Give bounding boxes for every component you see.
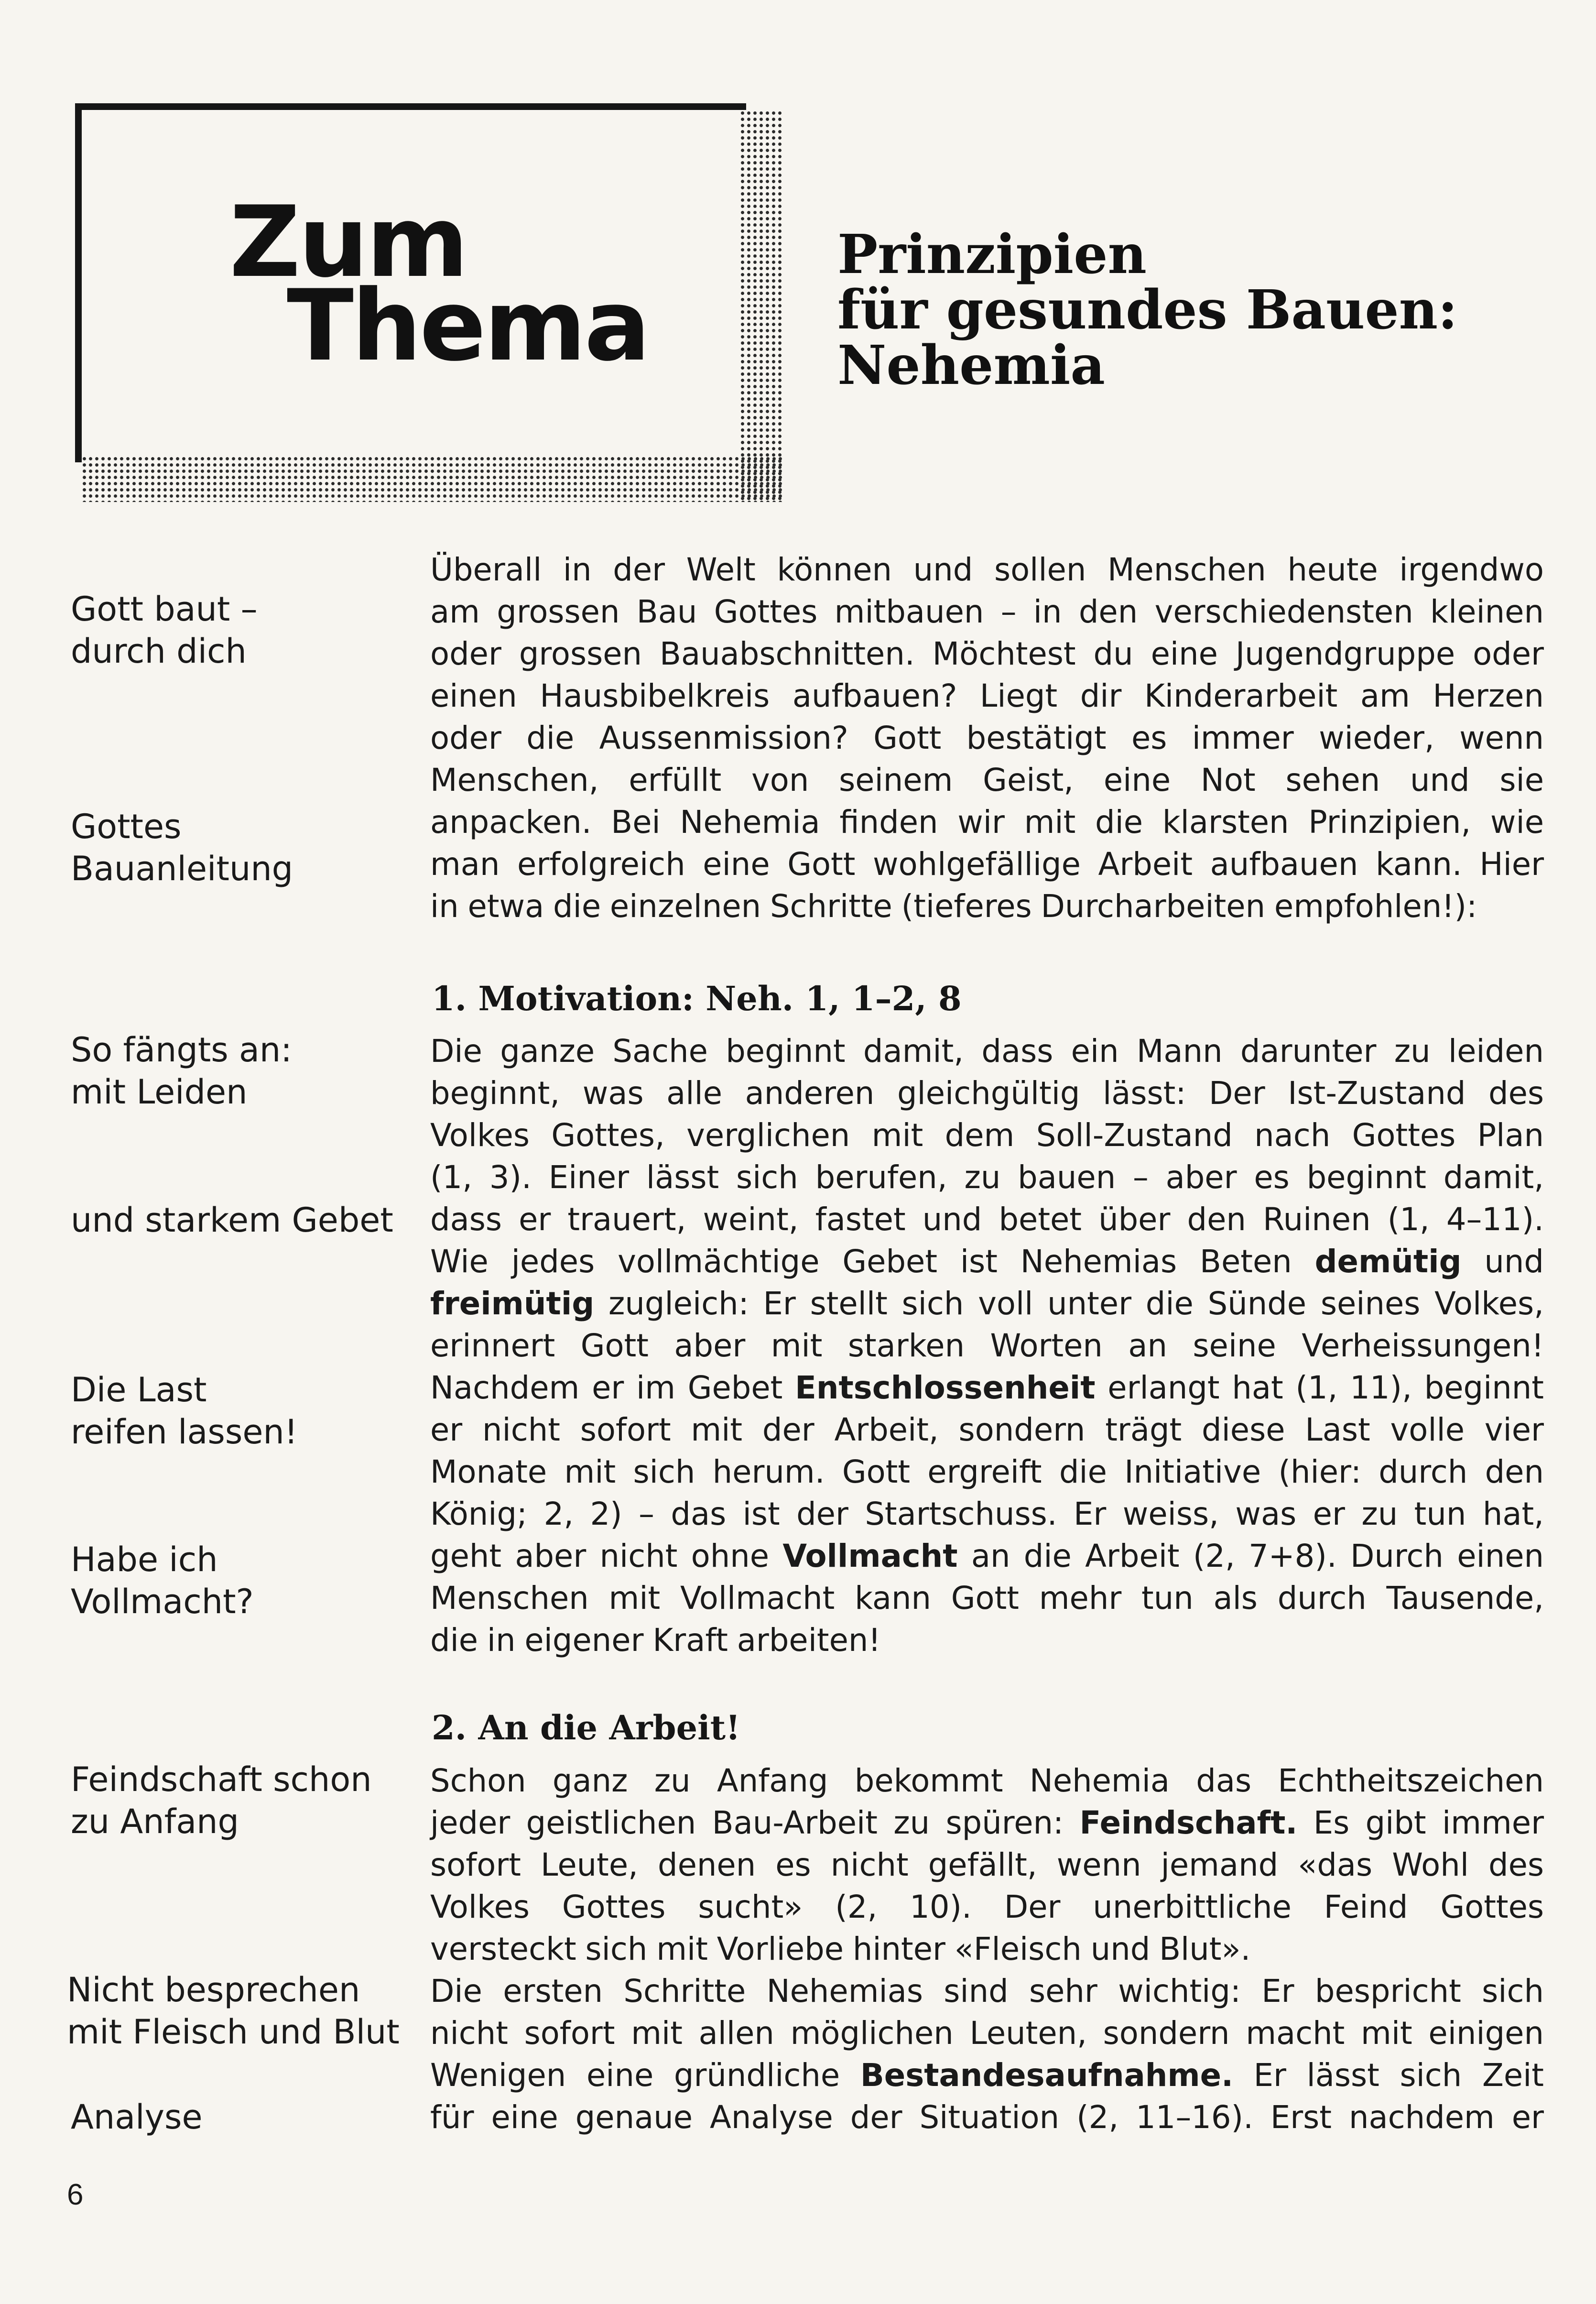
text-line [430,1283,1544,1325]
margin-note [71,1199,393,1241]
text-line: Menschen mit Vollmacht kann Gott mehr tun als durch Tausende, [430,1580,1544,1616]
text-run: Wie jedes vollmächtige Gebet ist Nehemias Beten [430,1244,1292,1280]
text-run: zugleich: Er stellt sich voll unter die Sünde seines Volkes, [608,1286,1544,1322]
dotted-shadow-bottom [81,456,782,502]
margin-note-line: Vollmacht? [71,1582,254,1621]
margin-note-line: Gott baut – [71,590,258,629]
text-line: einen Hausbibelkreis aufbauen? Liegt dir Kinderarbeit am Herzen [430,678,1544,714]
emphasis: freimütig [430,1286,595,1322]
section-heading: 1. Motivation: Neh. 1, 1–2, 8 [432,979,962,1018]
text-run: Nachdem er im Gebet [430,1370,783,1406]
article-title [837,223,1458,397]
margin-note-line: Feindschaft schon [71,1760,372,1799]
text-run: Wenigen eine gründliche [430,2057,840,2094]
text-line: oder die Aussenmission? Gott bestätigt es immer wieder, wenn [430,720,1544,756]
margin-note-line: Bauanleitung [71,849,293,888]
text-line [430,1241,1544,1283]
text-line: König; 2, 2) – das ist der Startschuss. Er weiss, was er zu tun hat, [430,1496,1544,1532]
text-line: Schon ganz zu Anfang bekommt Nehemia das Echtheitszeichen [430,1763,1544,1799]
margin-note [71,1369,298,1453]
text-line: Die ersten Schritte Nehemias sind sehr wichtig: Er bespricht sich [430,1973,1544,2009]
text-line: (1, 3). Einer lässt sich berufen, zu bauen – aber es beginnt damit, [430,1159,1544,1196]
margin-note-line: und starkem Gebet [71,1201,393,1240]
margin-note [71,1758,372,1843]
text-run: Es gibt immer [1313,1805,1544,1841]
text-line: beginnt, was alle anderen gleichgültig lässt: Der Ist-Zustand des [430,1075,1544,1112]
intro-paragraph [430,549,1544,928]
text-line [430,1367,1544,1409]
text-line: Volkes Gottes sucht» (2, 10). Der unerbittliche Feind Gottes [430,1889,1544,1925]
text-run: und [1484,1244,1544,1280]
text-line: nicht sofort mit allen möglichen Leuten, sondern macht mit einigen [430,2015,1544,2052]
margin-note-line: Gottes [71,807,182,846]
margin-note-line: Habe ich [71,1540,218,1579]
emphasis: Entschlossenheit [795,1370,1096,1406]
margin-note-line: Die Last [71,1370,207,1409]
text-run: an die Arbeit (2, 7+8). Durch einen [971,1538,1544,1574]
emphasis: Bestandesaufnahme. [860,2057,1233,2094]
emphasis: demütig [1314,1244,1462,1280]
text-line: Überall in der Welt können und sollen Menschen heute irgendwo [430,552,1544,588]
text-line [430,2054,1544,2097]
margin-note-line: mit Fleisch und Blut [67,2012,400,2052]
text-line: er nicht sofort mit der Arbeit, sondern trägt diese Last volle vier [430,1412,1544,1448]
text-line: anpacken. Bei Nehemia finden wir mit die klarsten Prinzipien, wie [430,804,1544,841]
text-line: Die ganze Sache beginnt damit, dass ein Mann darunter zu leiden [430,1033,1544,1070]
margin-note [67,1969,400,2053]
text-line: erinnert Gott aber mit starken Worten an seine Verheissungen! [430,1328,1544,1364]
emphasis: Feindschaft. [1079,1805,1298,1841]
page-number: 6 [67,2178,84,2211]
margin-note-line: Analyse [71,2097,203,2137]
box-title-line: Zum [229,186,467,299]
margin-note-line: Nicht besprechen [67,1970,360,2009]
text-line: man erfolgreich eine Gott wohlgefällige Arbeit aufbauen kann. Hier [430,846,1544,883]
margin-note-line: durch dich [71,632,247,671]
text-run: jeder geistlichen Bau-Arbeit zu spüren: [430,1805,1064,1841]
box-title [229,186,649,383]
text-line: Volkes Gottes, verglichen mit dem Soll-Zustand nach Gottes Plan [430,1117,1544,1154]
text-line: in etwa die einzelnen Schritte (tieferes Durcharbeiten empfohlen!): [430,888,1477,925]
dotted-shadow-right [739,110,782,502]
margin-note-line: mit Leiden [71,1072,248,1112]
margin-note-line: zu Anfang [71,1802,239,1841]
section-heading: 2. An die Arbeit! [432,1708,740,1747]
section-2-text [430,1760,1544,2139]
box-title-line: Thema [287,269,649,383]
margin-note [71,588,258,672]
text-run: Er lässt sich Zeit [1253,2057,1544,2094]
text-line: sofort Leute, denen es nicht gefällt, wenn jemand «das Wohl des [430,1847,1544,1883]
text-line: Menschen, erfüllt von seinem Geist, eine Not sehen und sie [430,762,1544,798]
article-title-line: für gesundes Bauen: [837,279,1458,341]
text-line: die in eigener Kraft arbeiten! [430,1622,881,1659]
margin-note [71,1029,292,1113]
text-line: dass er trauert, weint, fastet und betet über den Ruinen (1, 4–11). [430,1201,1544,1238]
text-line [430,1535,1544,1577]
text-line: versteckt sich mit Vorliebe hinter «Fleisch und Blut». [430,1931,1251,1967]
text-line: für eine genaue Analyse der Situation (2, 11–16). Erst nachdem er [430,2099,1544,2136]
text-run: erlangt hat (1, 11), beginnt [1107,1370,1544,1406]
margin-note-line: reifen lassen! [71,1412,298,1452]
text-run: geht aber nicht ohne [430,1538,770,1574]
margin-note [71,806,293,890]
section-1-text [430,1030,1544,1661]
article-title-line: Prinzipien [837,223,1147,286]
text-line: am grossen Bau Gottes mitbauen – in den verschiedensten kleinen [430,594,1544,630]
text-line: oder grossen Bauabschnitten. Möchtest du eine Jugendgruppe oder [430,636,1544,672]
emphasis: Vollmacht [782,1538,958,1574]
margin-note-line: So fängts an: [71,1030,292,1070]
text-line [430,1802,1544,1844]
margin-note [71,1539,254,1623]
margin-note [71,2096,203,2138]
text-line: Monate mit sich herum. Gott ergreift die Initiative (hier: durch den [430,1454,1544,1490]
article-title-line: Nehemia [837,334,1105,397]
